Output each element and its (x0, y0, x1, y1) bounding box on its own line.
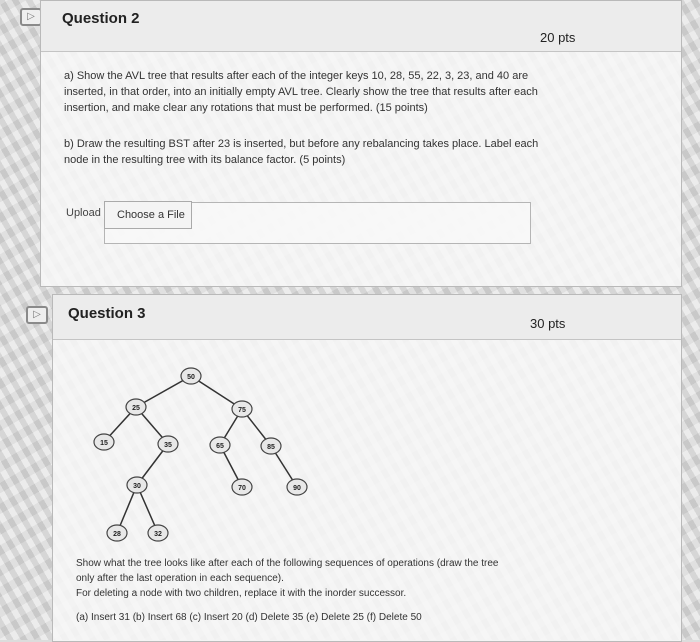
node-label: 32 (154, 531, 162, 538)
node-label: 28 (113, 531, 121, 538)
part-a-line-3: insertion, and make clear any rotations that must be performed. (15 points) (64, 102, 428, 114)
node-label: 75 (238, 407, 246, 414)
desc-line-2: only after the last operation in each sequence). (76, 573, 284, 584)
part-a-line-2: inserted, in that order, into an initially empty AVL tree. Clearly show the tree that results after each (64, 86, 538, 98)
node-label: 85 (267, 444, 275, 451)
flag-icon[interactable]: ▷ (20, 8, 42, 26)
upload-label: Upload (66, 207, 101, 219)
choose-file-button[interactable]: Choose a File (104, 201, 192, 229)
question-2-title: Question 2 (62, 10, 140, 27)
part-a-line-1: a) Show the AVL tree that results after each of the integer keys 10, 28, 55, 22, 3, 23, and 40 are (64, 70, 529, 82)
node-label: 65 (216, 443, 224, 450)
node-label: 25 (132, 405, 140, 412)
node-label: 70 (238, 485, 246, 492)
node-label: 15 (100, 440, 108, 447)
node-label: 50 (187, 374, 195, 381)
desc-line-1: Show what the tree looks like after each of the following sequences of operations (draw the tree (76, 558, 499, 569)
node-label: 30 (133, 483, 141, 490)
flag-icon[interactable]: ▷ (26, 306, 48, 324)
question-3-title: Question 3 (68, 305, 146, 322)
part-b-line-1: b) Draw the resulting BST after 23 is inserted, but before any rebalancing takes place. Label each (64, 138, 539, 150)
question-3-description (76, 556, 556, 601)
question-2-points: 20 pts (540, 30, 576, 45)
desc-line-3: For deleting a node with two children, replace it with the inorder successor. (76, 588, 407, 599)
part-b-line-2: node in the resulting tree with its balance factor. (5 points) (64, 154, 346, 166)
node-label: 35 (164, 442, 172, 449)
node-label: 90 (293, 485, 301, 492)
operations-text: (a) Insert 31 (b) Insert 68 (c) Insert 20 (d) Delete 35 (e) Delete 25 (f) Delete 50 (76, 612, 422, 623)
question-3-points: 30 pts (530, 316, 566, 331)
